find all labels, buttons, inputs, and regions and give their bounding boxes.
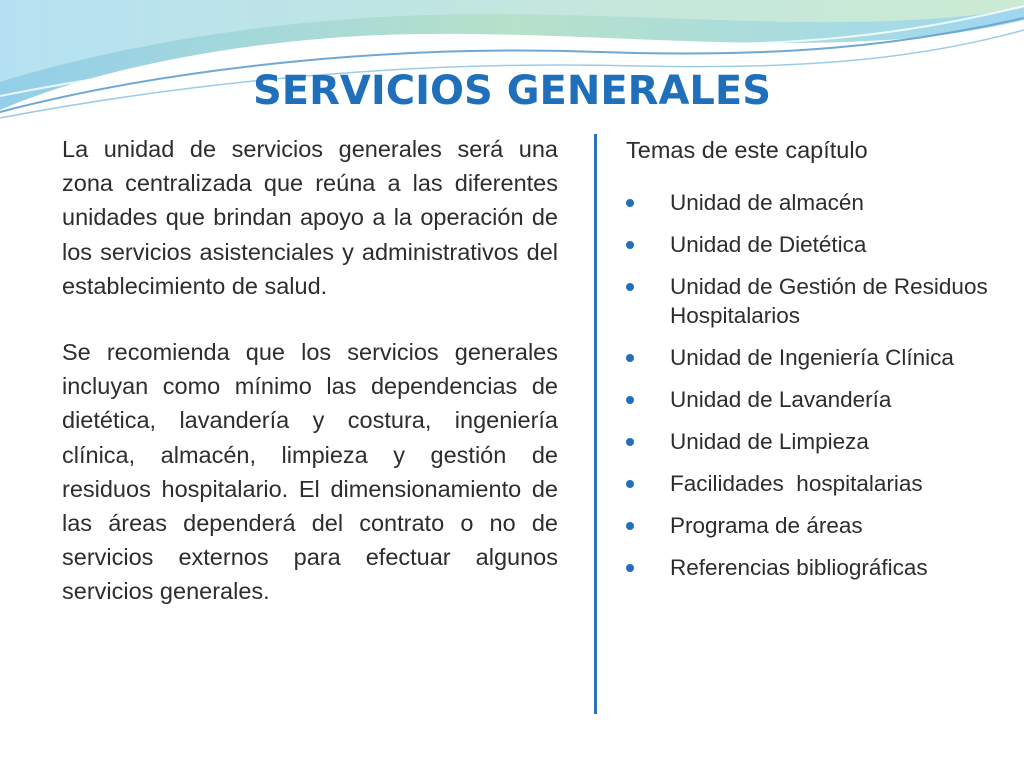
- topics-heading: Temas de este capítulo: [626, 137, 868, 163]
- list-item: [626, 343, 1006, 372]
- bullet-icon: [626, 480, 634, 488]
- topics-column: [626, 134, 1006, 595]
- bullet-icon: [626, 564, 634, 572]
- list-item: [626, 469, 1006, 498]
- topic-label: Unidad de Ingeniería Clínica: [670, 345, 954, 370]
- list-item: [626, 272, 1006, 330]
- bullet-icon: [626, 522, 634, 530]
- bullet-icon: [626, 438, 634, 446]
- topic-label: Unidad de Gestión de Residuos Hospitalarios: [670, 274, 988, 328]
- bullet-icon: [626, 354, 634, 362]
- bullet-icon: [626, 241, 634, 249]
- list-item: [626, 188, 1006, 217]
- topic-label: Unidad de Limpieza: [670, 429, 869, 454]
- slide-title: SERVICIOS GENERALES: [252, 68, 772, 114]
- bullet-icon: [626, 199, 634, 207]
- topic-label: Unidad de Lavandería: [670, 387, 892, 412]
- list-item: [626, 230, 1006, 259]
- topic-label: Facilidades hospitalarias: [670, 471, 923, 496]
- topic-label: Programa de áreas: [670, 513, 863, 538]
- bullet-icon: [626, 396, 634, 404]
- topic-list: [626, 188, 1006, 582]
- topic-label: Unidad de almacén: [670, 190, 864, 215]
- topic-label: Unidad de Dietética: [670, 232, 867, 257]
- topic-label: Referencias bibliográficas: [670, 555, 928, 580]
- description-column: [62, 132, 558, 609]
- list-item: [626, 511, 1006, 540]
- description-paragraph: La unidad de servicios generales será una zona centralizada que reúna a las diferentes unidades que brindan apoyo a la operación de los servicios asistenciales y administrativos del establecimiento de salud.: [62, 136, 558, 299]
- description-paragraph: Se recomienda que los servicios generales incluyan como mínimo las dependencias de dietética, lavandería y costura, ingeniería clínica, almacén, limpieza y gestión de residuos hospitalario. El dimensionamiento de las áreas dependerá del contrato o no de servicios externos para efectuar algunos servicios generales.: [62, 339, 558, 605]
- list-item: [626, 553, 1006, 582]
- column-divider: [594, 134, 597, 714]
- list-item: [626, 385, 1006, 414]
- list-item: [626, 427, 1006, 456]
- bullet-icon: [626, 283, 634, 291]
